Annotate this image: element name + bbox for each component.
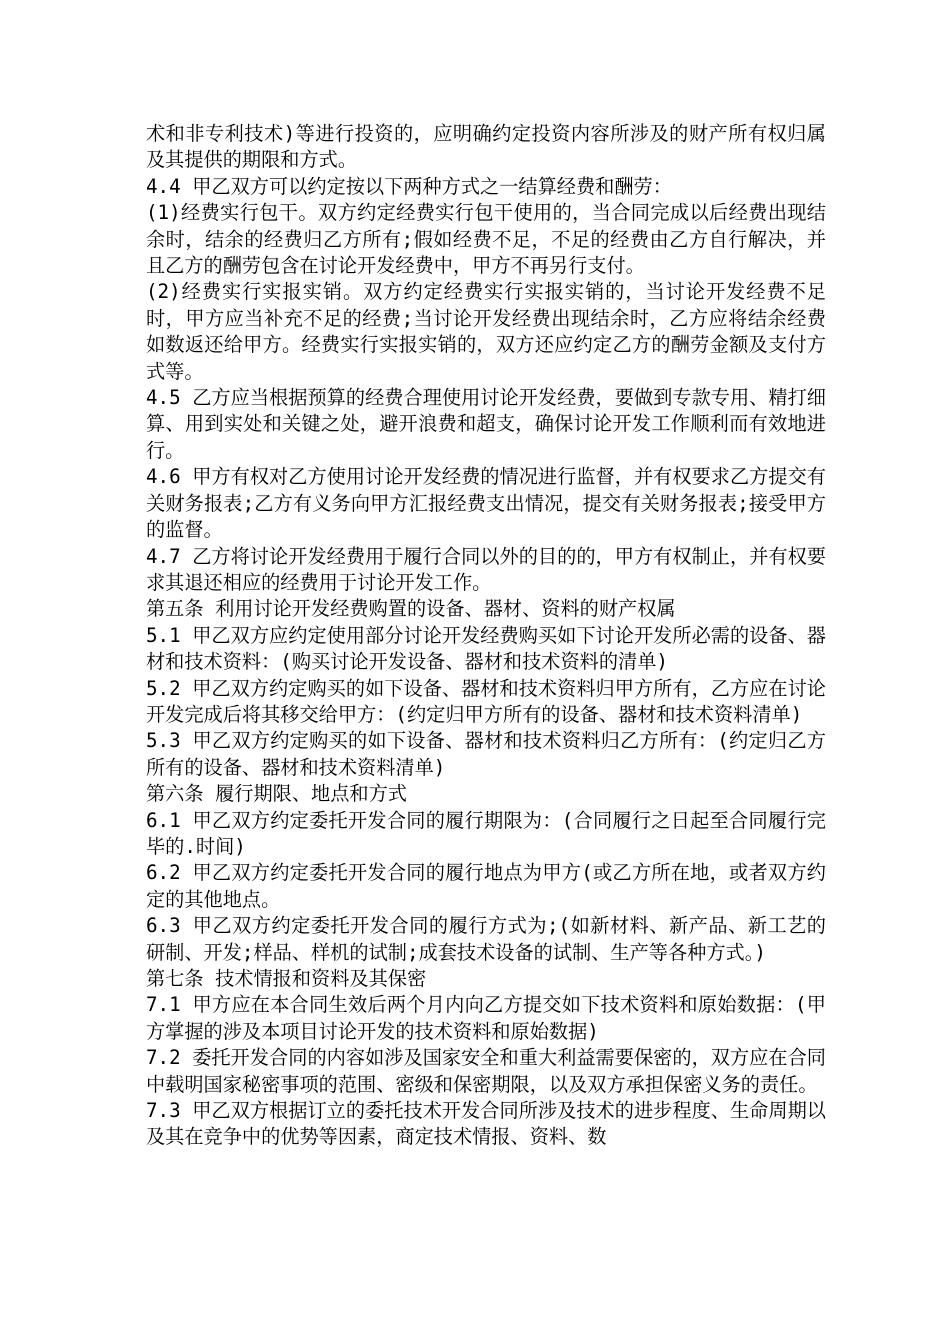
paragraph-6-3: 6.3 甲乙双方约定委托开发合同的履行方式为;(如新材料、新产品、新工艺的研制、开发;样品、样机的试制;成套技术设备的试制、生产等各种方式。) [146,914,826,964]
paragraph-investment-ownership: 术和非专利技术)等进行投资的，应明确约定投资内容所涉及的财产所有权归属及其提供的期限和方式。 [146,122,826,172]
paragraph-5-1: 5.1 甲乙双方应约定使用部分讨论开发经费购买如下讨论开发所必需的设备、器材和技术资料：(购买讨论开发设备、器材和技术资料的清单) [146,623,826,674]
paragraph-6-1: 6.1 甲乙双方约定委托开发合同的履行期限为：(合同履行之日起至合同履行完毕的.时间) [146,808,826,858]
paragraph-4-5: 4.5 乙方应当根据预算的经费合理使用讨论开发经费，要做到专款专用、精打细算、用到实处和关键之处，避开浪费和超支，确保讨论开发工作顺利而有效地进行。 [146,386,826,462]
paragraph-4-4: 4.4 甲乙双方可以约定按以下两种方式之一结算经费和酬劳： [146,174,672,198]
paragraph-4-4-1: (1)经费实行包干。双方约定经费实行包干使用的，当合同完成以后经费出现结余时，结余的经费归乙方所有;假如经费不足，不足的经费由乙方自行解决，并且乙方的酬劳包含在讨论开发经费中，甲方不再另行支付。 [146,201,826,278]
paragraph-7-2: 7.2 委托开发合同的内容如涉及国家安全和重大利益需要保密的，双方应在合同中载明国家秘密事项的范围、密级和保密期限，以及双方承担保密义务的责任。 [146,1046,826,1096]
section-heading-6: 第六条 履行期限、地点和方式 [146,782,407,806]
section-heading-5: 第五条 利用讨论开发经费购置的设备、器材、资料的财产权属 [146,597,676,621]
paragraph-4-6: 4.6 甲方有权对乙方使用讨论开发经费的情况进行监督，并有权要求乙方提交有关财务报表;乙方有义务向甲方汇报经费支出情况，提交有关财务报表;接受甲方的监督。 [146,465,826,542]
paragraph-6-2: 6.2 甲乙双方约定委托开发合同的履行地点为甲方(或乙方所在地，或者双方约定的其他地点。 [146,861,826,911]
paragraph-5-3: 5.3 甲乙双方约定购买的如下设备、器材和技术资料归乙方所有：(约定归乙方所有的设备、器材和技术资料清单) [146,729,826,779]
paragraph-4-7: 4.7 乙方将讨论开发经费用于履行合同以外的目的的，甲方有权制止，并有权要求其退还相应的经费用于讨论开发工作。 [146,544,826,594]
paragraph-7-3: 7.3 甲乙双方根据订立的委托技术开发合同所涉及技术的进步程度、生命周期以及其在竞争中的优势等因素，商定技术情报、资料、数 [146,1099,826,1149]
section-heading-7: 第七条 技术情报和资料及其保密 [146,967,427,990]
paragraph-4-4-2: (2)经费实行实报实销。双方约定经费实行实报实销的，当讨论开发经费不足时，甲方应当补充不足的经费;当讨论开发经费出现结余时，乙方应将结余经费如数返还给甲方。经费实行实报实销的，双方还应约定乙方的酬劳金额及支付方式等。 [146,280,826,383]
paragraph-5-2: 5.2 甲乙双方约定购买的如下设备、器材和技术资料归甲方所有，乙方应在讨论开发完成后将其移交给甲方：(约定归甲方所有的设备、器材和技术资料清单) [146,676,826,726]
paragraph-7-1: 7.1 甲方应在本合同生效后两个月内向乙方提交如下技术资料和原始数据：(甲方掌握的涉及本项目讨论开发的技术资料和原始数据) [146,993,826,1043]
document-body [146,121,826,1151]
